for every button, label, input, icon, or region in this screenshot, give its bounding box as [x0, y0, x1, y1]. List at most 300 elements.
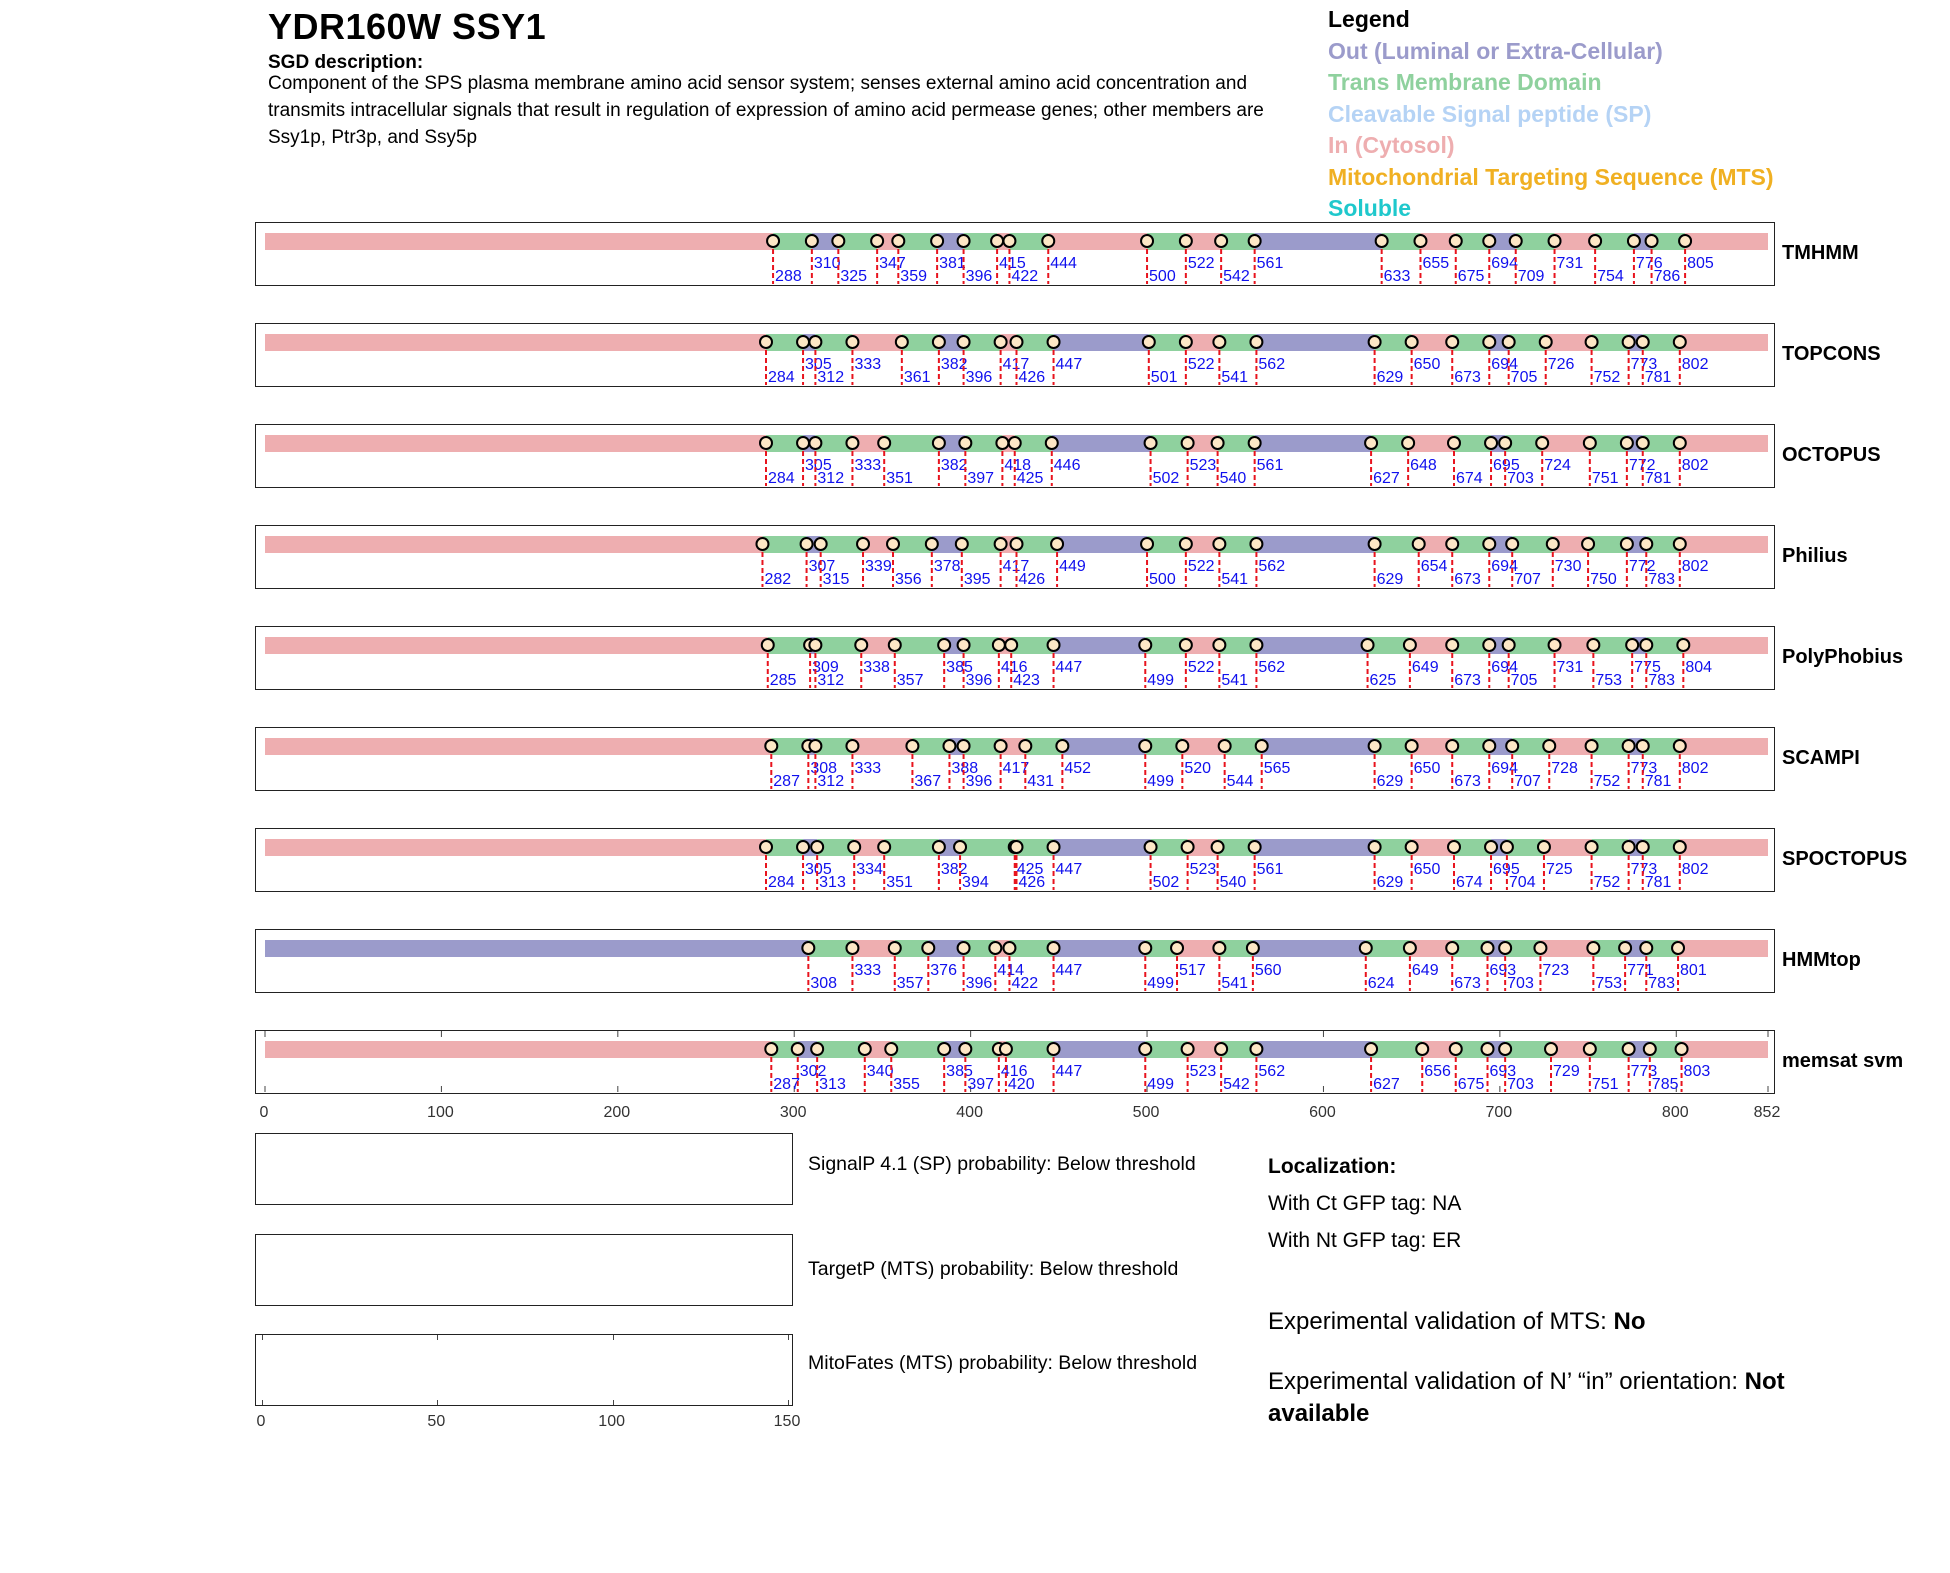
predictor-label: PolyPhobius [1782, 646, 1904, 668]
probability-label: MitoFates (MTS) probability: Below threshold [808, 1352, 1198, 1374]
breakpoint-label: 285 [769, 672, 797, 688]
breakpoint-marker [1046, 437, 1058, 449]
breakpoint-label: 325 [840, 268, 868, 284]
breakpoint-label: 629 [1376, 773, 1404, 789]
experimental-mts [1268, 1306, 1848, 1338]
segment-tm [891, 1041, 944, 1058]
breakpoint-marker [1674, 538, 1686, 550]
breakpoint-marker [1180, 639, 1192, 651]
breakpoint-marker [1506, 740, 1518, 752]
breakpoint-marker [1249, 437, 1261, 449]
breakpoint-marker [1446, 942, 1458, 954]
breakpoint-marker [1376, 235, 1388, 247]
breakpoint-label: 382 [940, 356, 968, 373]
breakpoint-label: 447 [1055, 861, 1083, 878]
breakpoint-marker [1215, 235, 1227, 247]
breakpoint-label: 565 [1263, 760, 1291, 777]
legend-item: Out (Luminal or Extra-Cellular) [1328, 37, 1663, 64]
breakpoint-label: 284 [768, 369, 795, 385]
breakpoint-marker [1048, 942, 1060, 954]
breakpoint-marker [1360, 942, 1372, 954]
breakpoint-label: 773 [1630, 760, 1658, 777]
breakpoint-label: 416 [1000, 659, 1028, 676]
breakpoint-marker [991, 235, 1003, 247]
breakpoint-label: 302 [799, 1063, 827, 1080]
breakpoint-marker [1365, 1043, 1377, 1055]
topology-panel-spoctopus [255, 828, 1775, 892]
breakpoint-label: 753 [1595, 672, 1623, 688]
breakpoint-marker [846, 942, 858, 954]
breakpoint-label: 802 [1681, 558, 1709, 575]
breakpoint-label: 695 [1493, 457, 1520, 474]
topology-track [256, 425, 1773, 486]
breakpoint-marker [989, 942, 1001, 954]
segment-out [1255, 839, 1375, 856]
breakpoint-label: 726 [1547, 356, 1575, 373]
breakpoint-label: 781 [1644, 874, 1672, 890]
breakpoint-label: 312 [817, 773, 845, 789]
breakpoint-marker [995, 336, 1007, 348]
breakpoint-label: 382 [940, 457, 968, 474]
breakpoint-marker [857, 538, 869, 550]
breakpoint-label: 707 [1514, 571, 1541, 587]
breakpoint-marker [1406, 336, 1418, 348]
topology-panel-tmhmm [255, 222, 1775, 286]
breakpoint-label: 773 [1630, 1063, 1658, 1080]
breakpoint-marker [1483, 235, 1495, 247]
breakpoint-marker [1003, 942, 1015, 954]
breakpoint-label: 376 [930, 962, 957, 979]
breakpoint-label: 417 [1002, 558, 1030, 575]
breakpoint-marker [811, 1043, 823, 1055]
breakpoint-label: 284 [768, 470, 795, 486]
predictor-label: memsat svm [1782, 1050, 1904, 1072]
breakpoint-label: 775 [1634, 659, 1661, 676]
experimental-orientation-label: Experimental validation of N’ “in” orientation: [1268, 1368, 1745, 1395]
breakpoint-marker [1543, 740, 1555, 752]
experimental-mts-label: Experimental validation of MTS: [1268, 1308, 1614, 1335]
breakpoint-label: 654 [1420, 558, 1448, 575]
breakpoint-marker [1499, 437, 1511, 449]
predictor-label: HMMtop [1782, 949, 1861, 971]
breakpoint-label: 312 [817, 369, 845, 385]
breakpoint-marker [1545, 1043, 1557, 1055]
breakpoint-marker [1499, 1043, 1511, 1055]
probability-label: SignalP 4.1 (SP) probability: Below threshold [808, 1153, 1196, 1175]
breakpoint-marker [1549, 235, 1561, 247]
breakpoint-label: 649 [1411, 962, 1439, 979]
breakpoint-marker [931, 235, 943, 247]
predictor-label: OCTOPUS [1782, 444, 1881, 466]
probability-panel [255, 1234, 793, 1306]
topology-track [256, 728, 1773, 789]
breakpoint-label: 312 [817, 672, 845, 688]
breakpoint-label: 500 [1149, 268, 1176, 284]
breakpoint-label: 334 [856, 861, 883, 878]
segment-in [1544, 839, 1592, 856]
breakpoint-label: 705 [1510, 672, 1538, 688]
breakpoint-marker [1048, 1043, 1060, 1055]
breakpoint-marker [1011, 841, 1023, 853]
breakpoint-marker [1171, 942, 1183, 954]
breakpoint-label: 785 [1651, 1076, 1679, 1092]
breakpoint-marker [1362, 639, 1374, 651]
segment-in [265, 1041, 771, 1058]
breakpoint-label: 772 [1628, 558, 1656, 575]
breakpoint-marker [1674, 841, 1686, 853]
breakpoint-marker [1141, 235, 1153, 247]
segment-out [1054, 839, 1151, 856]
breakpoint-label: 284 [768, 874, 795, 890]
breakpoint-label: 396 [965, 773, 993, 789]
x-tick-label: 800 [1661, 1104, 1689, 1121]
breakpoint-marker [889, 639, 901, 651]
breakpoint-label: 562 [1258, 558, 1286, 575]
breakpoint-label: 396 [965, 975, 993, 991]
breakpoint-label: 783 [1648, 672, 1675, 688]
breakpoint-marker [1621, 538, 1633, 550]
breakpoint-marker [1042, 235, 1054, 247]
breakpoint-label: 771 [1627, 962, 1654, 979]
breakpoint-label: 282 [764, 571, 792, 587]
breakpoint-label: 802 [1681, 760, 1709, 777]
breakpoint-marker [792, 1043, 804, 1055]
breakpoint-marker [1540, 336, 1552, 348]
breakpoint-marker [1213, 942, 1225, 954]
breakpoint-marker [1406, 841, 1418, 853]
breakpoint-label: 703 [1507, 470, 1534, 486]
breakpoint-marker [878, 841, 890, 853]
predictor-label: TOPCONS [1782, 343, 1881, 365]
breakpoint-marker [959, 1043, 971, 1055]
breakpoint-label: 625 [1369, 672, 1397, 688]
localization-nt: With Nt GFP tag: ER [1268, 1229, 1462, 1252]
breakpoint-label: 523 [1189, 861, 1217, 878]
breakpoint-marker [809, 639, 821, 651]
segment-in [1680, 334, 1768, 351]
breakpoint-label: 500 [1149, 571, 1176, 587]
predictor-label: SPOCTOPUS [1782, 848, 1908, 870]
breakpoint-label: 416 [1000, 1063, 1028, 1080]
breakpoint-marker [1250, 1043, 1262, 1055]
breakpoint-marker [806, 235, 818, 247]
breakpoint-marker [1003, 235, 1015, 247]
x-tick-label: 300 [779, 1104, 807, 1121]
x-tick-label: 852 [1753, 1104, 1781, 1121]
breakpoint-marker [1623, 1043, 1635, 1055]
breakpoint-label: 627 [1373, 470, 1400, 486]
x-tick-label: 600 [1309, 1104, 1336, 1121]
topology-track [256, 324, 1773, 385]
breakpoint-label: 431 [1027, 773, 1055, 789]
small-x-tick-label: 0 [256, 1413, 266, 1430]
breakpoint-label: 629 [1376, 369, 1404, 385]
breakpoint-marker [809, 437, 821, 449]
topology-panel-topcons [255, 323, 1775, 387]
breakpoint-label: 523 [1189, 1063, 1217, 1080]
legend-item: In (Cytosol) [1328, 132, 1455, 158]
breakpoint-label: 783 [1648, 975, 1675, 991]
breakpoint-marker [1249, 841, 1261, 853]
breakpoint-label: 394 [962, 874, 989, 890]
breakpoint-marker [1510, 235, 1522, 247]
breakpoint-marker [1145, 841, 1157, 853]
topology-track [256, 627, 1773, 688]
breakpoint-marker [1482, 942, 1494, 954]
breakpoint-label: 673 [1454, 672, 1481, 688]
breakpoint-marker [878, 437, 890, 449]
breakpoint-marker [1446, 538, 1458, 550]
breakpoint-marker [943, 740, 955, 752]
breakpoint-label: 396 [965, 268, 993, 284]
breakpoint-marker [871, 235, 883, 247]
breakpoint-marker [1212, 841, 1224, 853]
breakpoint-marker [1623, 336, 1635, 348]
breakpoint-marker [1619, 942, 1631, 954]
breakpoint-label: 752 [1593, 773, 1621, 789]
breakpoint-marker [1549, 639, 1561, 651]
breakpoint-marker [848, 841, 860, 853]
breakpoint-marker [958, 740, 970, 752]
breakpoint-marker [1448, 437, 1460, 449]
segment-in [1680, 839, 1768, 856]
breakpoint-label: 356 [895, 571, 922, 587]
breakpoint-marker [1011, 336, 1023, 348]
breakpoint-marker [1416, 1043, 1428, 1055]
localization-section [1268, 1148, 1461, 1259]
topology-panel-philius [255, 525, 1775, 589]
breakpoint-label: 395 [963, 571, 991, 587]
breakpoint-label: 522 [1187, 659, 1215, 676]
segment-in [1680, 738, 1768, 755]
breakpoint-label: 703 [1507, 1076, 1534, 1092]
breakpoint-label: 694 [1491, 356, 1518, 373]
breakpoint-label: 624 [1367, 975, 1395, 991]
breakpoint-marker [1139, 639, 1151, 651]
breakpoint-marker [1584, 1043, 1596, 1055]
segment-out [265, 940, 808, 957]
breakpoint-label: 305 [805, 457, 832, 474]
breakpoint-marker [1139, 1043, 1151, 1055]
segment-in [1540, 940, 1593, 957]
topology-panel-polyphobius [255, 626, 1775, 690]
breakpoint-label: 308 [810, 760, 838, 777]
breakpoint-label: 502 [1152, 470, 1180, 486]
breakpoint-label: 333 [854, 760, 882, 777]
x-tick [262, 1335, 263, 1340]
breakpoint-marker [956, 538, 968, 550]
breakpoint-label: 729 [1553, 1063, 1580, 1080]
breakpoint-marker [1009, 437, 1021, 449]
breakpoint-marker [1446, 639, 1458, 651]
breakpoint-label: 444 [1050, 255, 1077, 272]
breakpoint-marker [1182, 841, 1194, 853]
segment-out [1255, 435, 1371, 452]
segment-in [1680, 536, 1768, 553]
breakpoint-label: 801 [1680, 962, 1707, 979]
breakpoint-marker [1369, 740, 1381, 752]
breakpoint-label: 695 [1493, 861, 1520, 878]
breakpoint-label: 523 [1189, 457, 1217, 474]
breakpoint-label: 426 [1018, 874, 1046, 890]
breakpoint-marker [938, 1043, 950, 1055]
breakpoint-marker [1589, 235, 1601, 247]
breakpoint-marker [1623, 841, 1635, 853]
x-tick [788, 1335, 789, 1340]
breakpoint-label: 773 [1630, 356, 1658, 373]
breakpoint-label: 542 [1223, 268, 1250, 284]
breakpoint-marker [1404, 942, 1416, 954]
breakpoint-label: 357 [896, 975, 924, 991]
breakpoint-label: 786 [1653, 268, 1681, 284]
breakpoint-marker [1369, 336, 1381, 348]
breakpoint-label: 675 [1457, 1076, 1485, 1092]
breakpoint-marker [1446, 740, 1458, 752]
breakpoint-label: 313 [819, 874, 846, 890]
breakpoint-label: 382 [940, 861, 968, 878]
breakpoint-label: 361 [903, 369, 931, 385]
x-tick-label: 0 [259, 1104, 269, 1121]
breakpoint-marker [1485, 841, 1497, 853]
segment-in [265, 536, 762, 553]
breakpoint-marker [846, 336, 858, 348]
breakpoint-marker [922, 942, 934, 954]
breakpoint-marker [1503, 639, 1515, 651]
breakpoint-label: 417 [1002, 356, 1030, 373]
breakpoint-label: 541 [1221, 672, 1249, 688]
segment-tm [884, 435, 939, 452]
breakpoint-label: 501 [1150, 369, 1178, 385]
breakpoint-label: 288 [775, 268, 802, 284]
segment-out [1054, 334, 1149, 351]
breakpoint-marker [1000, 1043, 1012, 1055]
breakpoint-marker [1145, 437, 1157, 449]
breakpoint-label: 517 [1179, 962, 1206, 979]
breakpoint-marker [1672, 942, 1684, 954]
breakpoint-label: 649 [1411, 659, 1439, 676]
breakpoint-label: 351 [886, 470, 913, 486]
breakpoint-label: 725 [1545, 861, 1573, 878]
localization-title: Localization: [1268, 1155, 1397, 1178]
segment-out [1052, 435, 1151, 452]
breakpoint-marker [1005, 639, 1017, 651]
topology-track [256, 526, 1773, 587]
breakpoint-label: 540 [1219, 874, 1247, 890]
segment-tm [817, 1041, 865, 1058]
breakpoint-marker [1586, 336, 1598, 348]
breakpoint-label: 425 [1016, 470, 1044, 486]
breakpoint-label: 544 [1226, 773, 1254, 789]
breakpoint-marker [797, 841, 809, 853]
breakpoint-label: 422 [1011, 268, 1039, 284]
breakpoint-marker [1446, 336, 1458, 348]
breakpoint-label: 359 [900, 268, 928, 284]
breakpoint-label: 425 [1016, 861, 1044, 878]
breakpoint-label: 333 [854, 457, 882, 474]
breakpoint-label: 723 [1542, 962, 1570, 979]
breakpoint-marker [756, 538, 768, 550]
breakpoint-label: 396 [965, 672, 993, 688]
breakpoint-label: 522 [1187, 255, 1215, 272]
breakpoint-label: 499 [1147, 672, 1174, 688]
breakpoint-marker [1623, 740, 1635, 752]
small-x-tick-label: 150 [773, 1413, 801, 1430]
breakpoint-label: 338 [863, 659, 890, 676]
breakpoint-marker [1139, 942, 1151, 954]
breakpoint-label: 447 [1055, 356, 1083, 373]
segment-out [1256, 536, 1374, 553]
breakpoint-marker [906, 740, 918, 752]
breakpoint-label: 385 [946, 659, 973, 676]
x-tick [613, 1335, 614, 1340]
segment-out [1054, 1041, 1146, 1058]
breakpoint-marker [933, 336, 945, 348]
breakpoint-label: 675 [1457, 268, 1485, 284]
breakpoint-label: 520 [1184, 760, 1212, 777]
breakpoint-marker [1586, 841, 1598, 853]
breakpoint-label: 340 [866, 1063, 894, 1080]
breakpoint-marker [809, 336, 821, 348]
x-tick-label: 400 [956, 1104, 983, 1121]
breakpoint-marker [1483, 639, 1495, 651]
breakpoint-label: 674 [1455, 874, 1483, 890]
breakpoint-marker [1365, 437, 1377, 449]
breakpoint-marker [995, 740, 1007, 752]
breakpoint-label: 803 [1683, 1063, 1711, 1080]
sgd-description-label: SGD description: [268, 52, 424, 73]
breakpoint-marker [993, 639, 1005, 651]
breakpoint-label: 650 [1413, 861, 1441, 878]
breakpoint-label: 499 [1147, 975, 1174, 991]
breakpoint-label: 307 [808, 558, 836, 575]
breakpoint-label: 541 [1221, 571, 1249, 587]
breakpoint-marker [1180, 538, 1192, 550]
breakpoint-label: 561 [1256, 457, 1284, 474]
breakpoint-label: 705 [1510, 369, 1538, 385]
topology-track [256, 223, 1773, 284]
breakpoint-marker [1674, 740, 1686, 752]
breakpoint-marker [1628, 235, 1640, 247]
breakpoint-marker [760, 437, 772, 449]
breakpoint-marker [1250, 538, 1262, 550]
breakpoint-marker [1582, 538, 1594, 550]
breakpoint-marker [1448, 841, 1460, 853]
breakpoint-label: 629 [1376, 874, 1404, 890]
breakpoint-marker [815, 538, 827, 550]
breakpoint-label: 542 [1223, 1076, 1250, 1092]
breakpoint-label: 418 [1004, 457, 1032, 474]
breakpoint-marker [1402, 437, 1414, 449]
breakpoint-marker [1139, 740, 1151, 752]
breakpoint-marker [846, 437, 858, 449]
breakpoint-label: 629 [1376, 571, 1404, 587]
breakpoint-label: 561 [1256, 861, 1284, 878]
breakpoint-label: 381 [939, 255, 966, 272]
breakpoint-label: 707 [1514, 773, 1541, 789]
breakpoint-label: 673 [1454, 571, 1481, 587]
breakpoint-label: 781 [1644, 470, 1672, 486]
breakpoint-marker [811, 841, 823, 853]
breakpoint-label: 417 [1002, 760, 1030, 777]
breakpoint-label: 347 [879, 255, 906, 272]
breakpoint-marker [1483, 336, 1495, 348]
x-tick [437, 1400, 438, 1405]
breakpoint-marker [1679, 235, 1691, 247]
segment-out [1253, 940, 1366, 957]
probability-label: TargetP (MTS) probability: Below threshold [808, 1258, 1179, 1280]
breakpoint-label: 802 [1681, 356, 1709, 373]
breakpoint-label: 522 [1187, 356, 1215, 373]
